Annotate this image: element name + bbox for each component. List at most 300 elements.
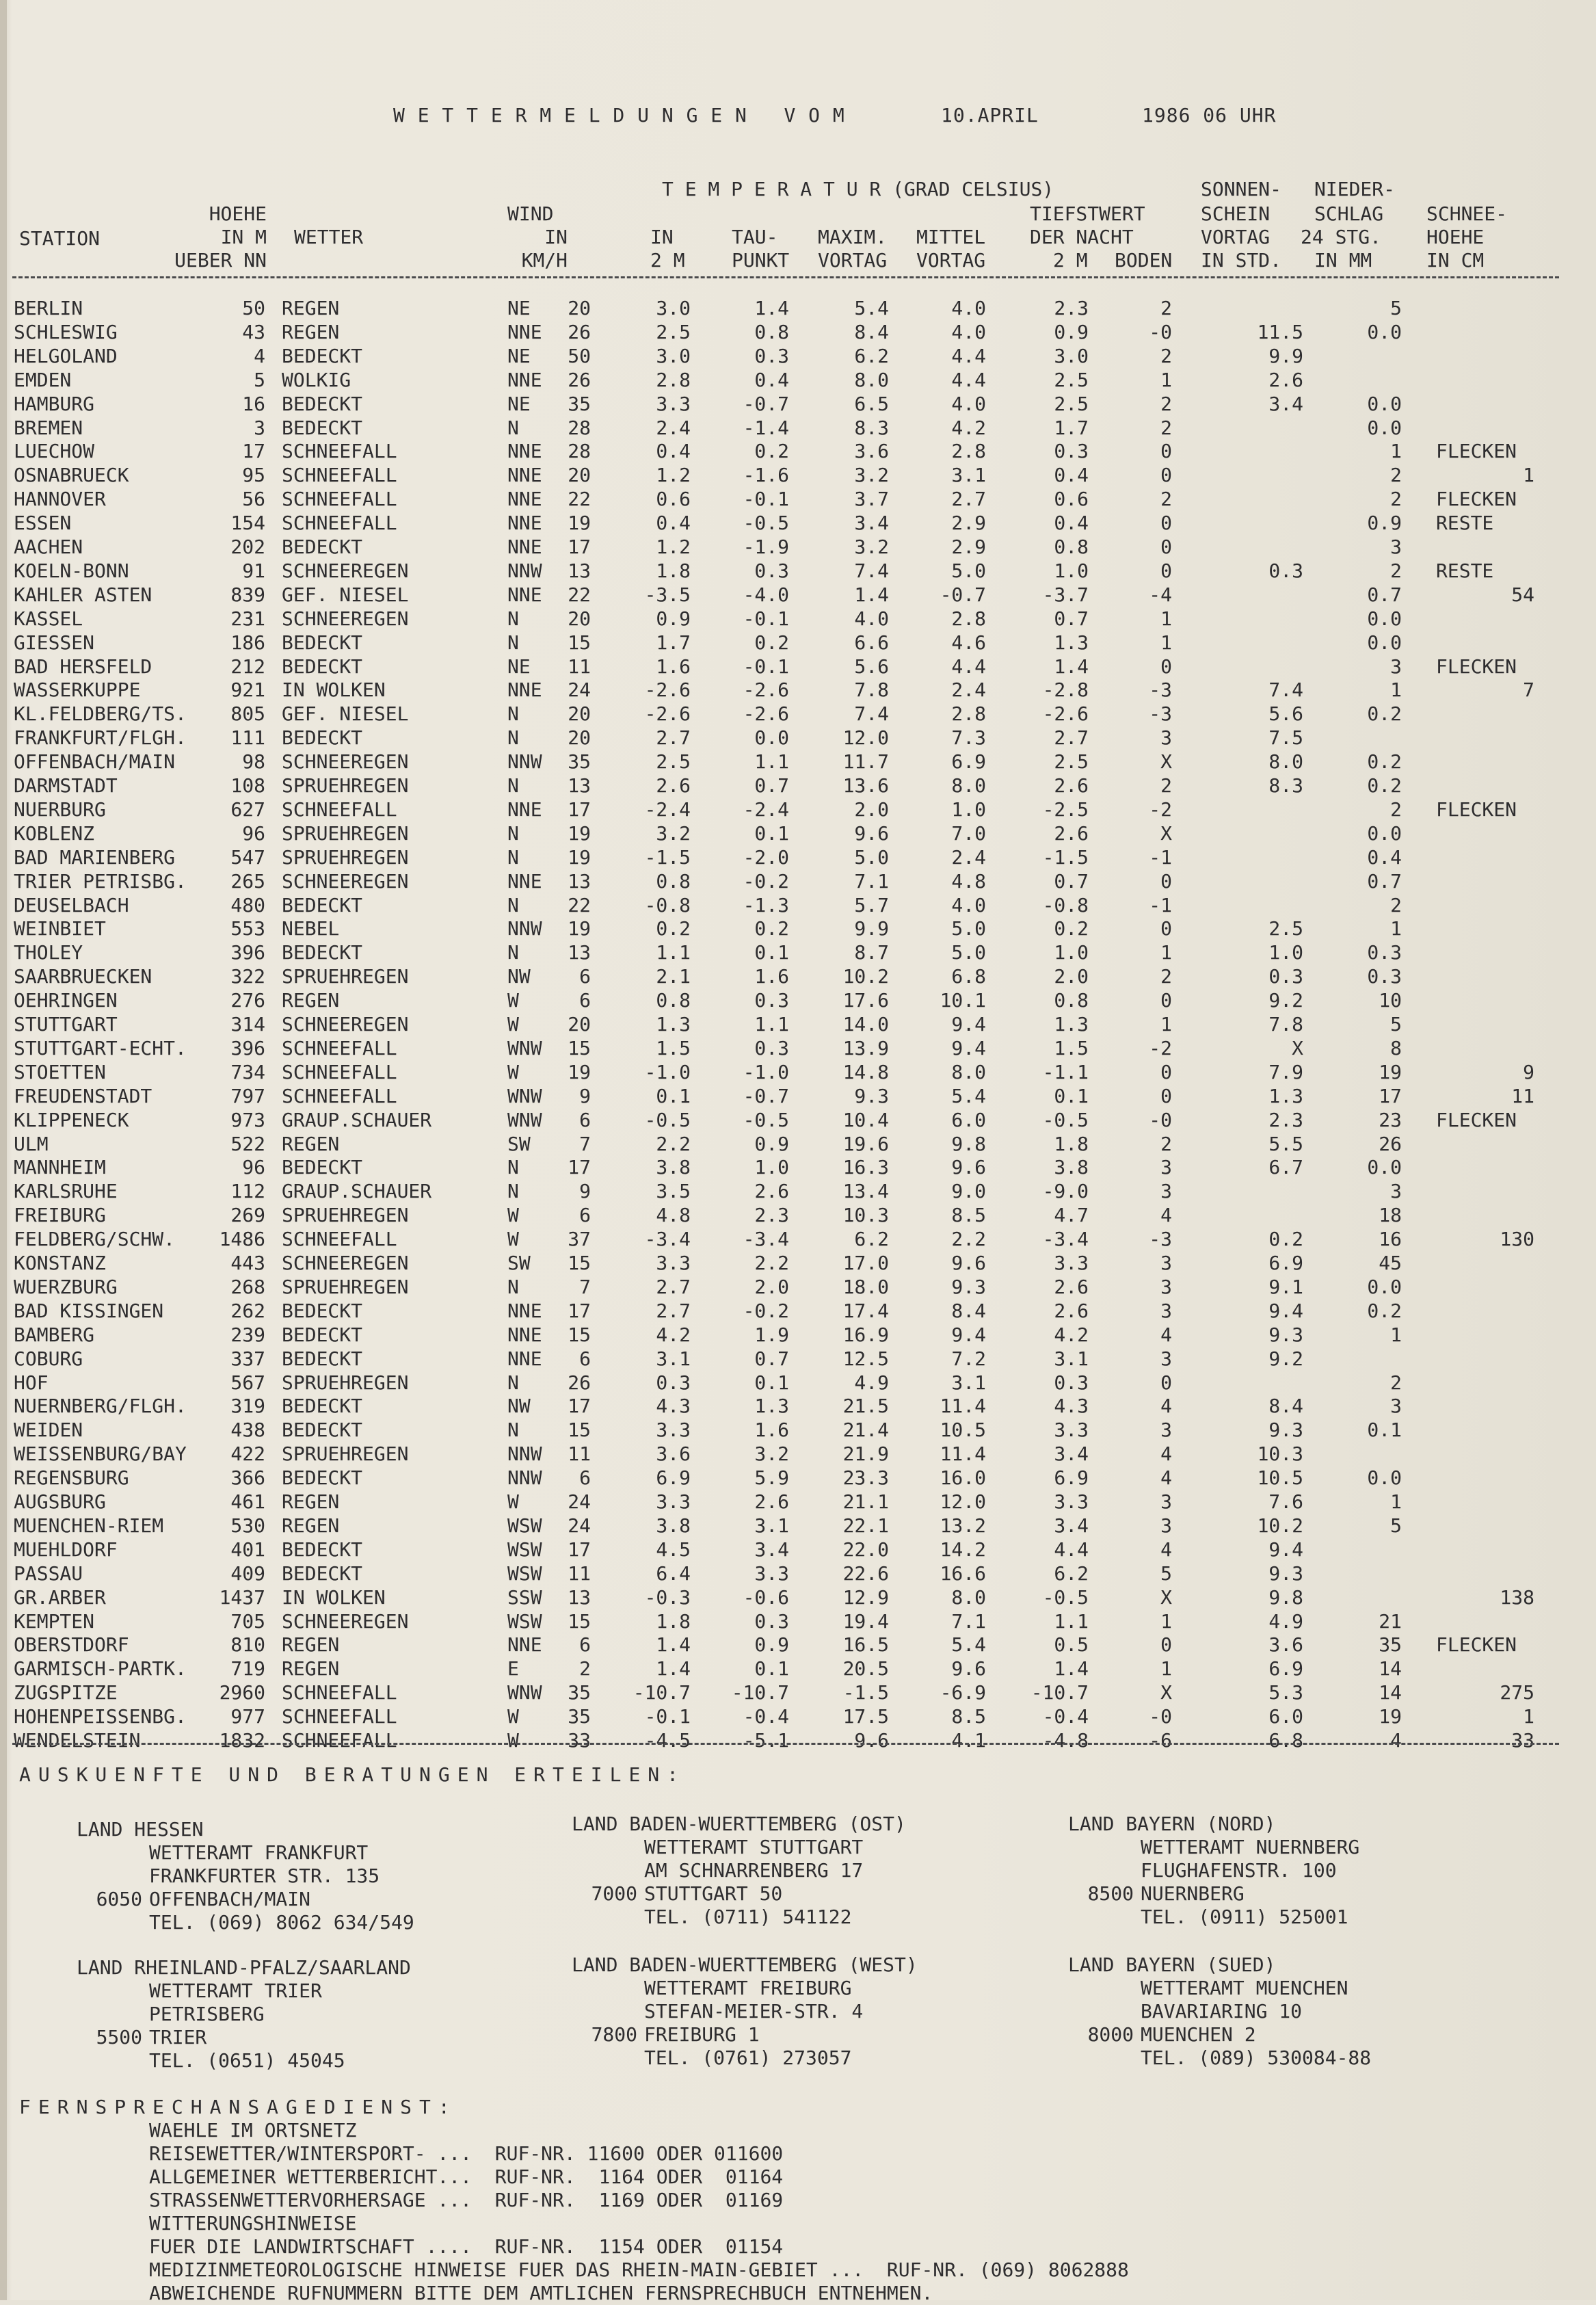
- cell-tief-boden: -4: [1149, 583, 1172, 606]
- fernsprech-line: ABWEICHENDE RUFNUMMERN BITTE DEM AMTLICHEN FERNSPRECHBUCH ENTNEHMEN.: [149, 2282, 933, 2304]
- cell-sonne: 8.4: [1268, 1395, 1303, 1418]
- cell-tief-2m: 1.4: [1054, 655, 1089, 678]
- cell-wetter: SPRUEHREGEN: [282, 1443, 409, 1466]
- cell-max: 7.1: [854, 869, 889, 893]
- cell-station: OBERSTDORF: [14, 1633, 129, 1657]
- cell-t-2m: 3.3: [656, 1490, 691, 1513]
- cell-wind-dir: NE: [507, 655, 531, 678]
- cell-hoehe: 112: [230, 1180, 265, 1203]
- cell-hoehe: 1486: [219, 1228, 265, 1251]
- cell-tief-2m: 1.7: [1054, 416, 1089, 439]
- address-land: LAND BAYERN (NORD): [1068, 1813, 1276, 1835]
- cell-taupunkt: -0.5: [743, 1108, 789, 1131]
- cell-nieder: 0.0: [1367, 416, 1402, 439]
- address-land: LAND RHEINLAND-PFALZ/SAARLAND: [77, 1956, 411, 1979]
- cell-t-2m: -4.5: [644, 1729, 691, 1752]
- cell-taupunkt: 0.3: [754, 989, 789, 1012]
- cell-tief-2m: 0.4: [1054, 512, 1089, 535]
- header-sonne-2: SCHEIN: [1201, 202, 1271, 225]
- cell-nieder: 0.0: [1367, 320, 1402, 343]
- cell-wind-dir: NE: [507, 297, 531, 319]
- address-zip: 8000: [1087, 2023, 1134, 2046]
- cell-sonne: 3.6: [1268, 1633, 1303, 1657]
- cell-wind-speed: 20: [568, 726, 591, 750]
- cell-station: PASSAU: [14, 1562, 83, 1585]
- cell-taupunkt: 2.3: [754, 1204, 789, 1227]
- cell-wetter: BEDECKT: [282, 1156, 363, 1179]
- cell-hoehe: 461: [230, 1490, 265, 1513]
- cell-wetter: SCHNEEFALL: [282, 1084, 397, 1107]
- header-schnee-3: IN CM: [1426, 249, 1485, 272]
- cell-tief-boden: 3: [1160, 1156, 1172, 1179]
- cell-taupunkt: 0.1: [754, 941, 789, 964]
- cell-nieder: 26: [1379, 1132, 1402, 1155]
- table-row: [0, 345, 1596, 368]
- header-taupunkt-2: PUNKT: [732, 249, 790, 272]
- cell-mittel: 8.5: [951, 1705, 986, 1728]
- cell-wind-dir: NNE: [507, 536, 542, 558]
- cell-wind-dir: WSW: [507, 1514, 542, 1537]
- cell-wind-speed: 17: [568, 1156, 591, 1179]
- auskuenfte-title: AUSKUENFTE UND BERATUNGEN ERTEILEN:: [19, 1763, 687, 1786]
- cell-station: GR.ARBER: [14, 1585, 106, 1609]
- cell-t-2m: 1.1: [656, 941, 691, 964]
- cell-wetter: SPRUEHREGEN: [282, 1371, 409, 1394]
- cell-wind-dir: NNW: [507, 1443, 542, 1466]
- cell-max: 13.9: [842, 1036, 889, 1059]
- table-row: [0, 1085, 1596, 1108]
- address-line: OFFENBACH/MAIN: [149, 1888, 311, 1910]
- header-nieder-4: IN MM: [1314, 249, 1372, 272]
- cell-hoehe: 314: [230, 1013, 265, 1036]
- cell-max: 20.5: [842, 1657, 889, 1681]
- header-taupunkt-1: TAU-: [732, 226, 778, 248]
- cell-station: WEISSENBURG/BAY: [14, 1443, 187, 1466]
- cell-wetter: SCHNEEFALL: [282, 440, 397, 463]
- cell-t-2m: -0.5: [644, 1108, 691, 1131]
- cell-tief-boden: 4: [1160, 1538, 1172, 1561]
- cell-schnee: FLECKEN: [1436, 655, 1517, 678]
- header-wetter: WETTER: [294, 226, 364, 248]
- address-line: WETTERAMT MUENCHEN: [1141, 1977, 1348, 1999]
- cell-tief-2m: 2.0: [1054, 965, 1089, 988]
- table-row: [0, 1323, 1596, 1347]
- table-row: [0, 1729, 1596, 1752]
- cell-wetter: GEF. NIESEL: [282, 583, 409, 606]
- table-row: [0, 894, 1596, 917]
- address-land: LAND BAYERN (SUED): [1068, 1953, 1276, 1976]
- cell-sonne: 9.2: [1268, 1347, 1303, 1370]
- cell-hoehe: 269: [230, 1204, 265, 1227]
- cell-hoehe: 319: [230, 1395, 265, 1418]
- fernsprech-title: FERNSPRECHANSAGEDIENST:: [19, 2096, 457, 2118]
- cell-schnee: 9: [1523, 1060, 1534, 1083]
- cell-station: KL.FELDBERG/TS.: [14, 702, 187, 726]
- address-line: TEL. (089) 530084-88: [1141, 2046, 1372, 2069]
- cell-t-2m: 1.3: [656, 1013, 691, 1036]
- cell-wetter: BEDECKT: [282, 1323, 363, 1346]
- cell-taupunkt: 1.0: [754, 1156, 789, 1179]
- cell-t-2m: 0.1: [656, 1084, 691, 1107]
- cell-wind-speed: 2: [579, 1657, 591, 1681]
- cell-wind-dir: W: [507, 1490, 519, 1513]
- cell-mittel: 7.2: [951, 1347, 986, 1370]
- cell-wind-dir: WNW: [507, 1681, 542, 1704]
- cell-taupunkt: 0.2: [754, 917, 789, 940]
- cell-station: NUERNBERG/FLGH.: [14, 1395, 187, 1418]
- cell-wind-speed: 15: [568, 1419, 591, 1442]
- cell-wind-speed: 19: [568, 821, 591, 845]
- cell-taupunkt: -2.0: [743, 845, 789, 869]
- cell-wetter: GRAUP.SCHAUER: [282, 1180, 432, 1203]
- cell-t-2m: 4.3: [656, 1395, 691, 1418]
- header-tief-boden: BODEN: [1115, 249, 1173, 272]
- cell-tief-boden: 0: [1160, 869, 1172, 893]
- table-row: [0, 1562, 1596, 1585]
- table-row: [0, 726, 1596, 750]
- cell-schnee: RESTE: [1436, 559, 1494, 582]
- cell-hoehe: 212: [230, 655, 265, 678]
- table-end-rule: [12, 1743, 1559, 1745]
- cell-nieder: 17: [1379, 1084, 1402, 1107]
- cell-tief-boden: -3: [1149, 679, 1172, 702]
- cell-wind-dir: W: [507, 1060, 519, 1083]
- cell-nieder: 3: [1390, 1180, 1402, 1203]
- cell-wind-dir: N: [507, 631, 519, 654]
- cell-wetter: SCHNEEFALL: [282, 512, 397, 535]
- cell-mittel: 9.4: [951, 1323, 986, 1346]
- cell-max: 3.4: [854, 512, 889, 535]
- cell-taupunkt: 0.1: [754, 821, 789, 845]
- cell-max: 4.9: [854, 1371, 889, 1394]
- cell-t-2m: -0.1: [644, 1705, 691, 1728]
- header-in2m-1: IN: [650, 226, 674, 248]
- table-row: [0, 321, 1596, 344]
- cell-max: 21.1: [842, 1490, 889, 1513]
- table-row: [0, 1490, 1596, 1514]
- cell-sonne: 11.5: [1257, 320, 1303, 343]
- cell-t-2m: 2.7: [656, 1299, 691, 1322]
- cell-nieder: 0.0: [1367, 1466, 1402, 1490]
- cell-station: WEINBIET: [14, 917, 106, 940]
- cell-hoehe: 337: [230, 1347, 265, 1370]
- cell-wetter: SCHNEEFALL: [282, 1681, 397, 1704]
- cell-tief-2m: 0.3: [1054, 440, 1089, 463]
- cell-wind-speed: 17: [568, 1538, 591, 1561]
- cell-t-2m: 1.8: [656, 1609, 691, 1633]
- cell-mittel: 2.8: [951, 440, 986, 463]
- cell-nieder: 45: [1379, 1252, 1402, 1274]
- cell-wind-dir: N: [507, 893, 519, 917]
- cell-wind-speed: 6: [579, 1347, 591, 1370]
- cell-taupunkt: -0.2: [743, 869, 789, 893]
- cell-wetter: SCHNEEREGEN: [282, 869, 409, 893]
- cell-wind-dir: NNE: [507, 368, 542, 391]
- cell-wind-speed: 9: [579, 1084, 591, 1107]
- cell-station: WENDELSTEIN: [14, 1729, 141, 1752]
- cell-wind-speed: 35: [568, 1681, 591, 1704]
- cell-max: 8.0: [854, 368, 889, 391]
- cell-schnee: 1: [1523, 464, 1534, 487]
- cell-taupunkt: -2.6: [743, 702, 789, 726]
- cell-max: 16.9: [842, 1323, 889, 1346]
- cell-wind-speed: 22: [568, 893, 591, 917]
- cell-nieder: 1: [1390, 1490, 1402, 1513]
- cell-mittel: 5.0: [951, 559, 986, 582]
- cell-wetter: GEF. NIESEL: [282, 702, 409, 726]
- cell-sonne: 9.4: [1268, 1299, 1303, 1322]
- cell-sonne: 10.3: [1257, 1443, 1303, 1466]
- cell-wind-dir: NNE: [507, 512, 542, 535]
- cell-wind-dir: E: [507, 1657, 519, 1681]
- address-line: FRANKFURTER STR. 135: [149, 1865, 380, 1887]
- cell-max: 4.0: [854, 607, 889, 630]
- cell-mittel: 7.3: [951, 726, 986, 750]
- cell-tief-boden: 4: [1160, 1204, 1172, 1227]
- cell-max: 8.7: [854, 941, 889, 964]
- cell-wetter: SCHNEEFALL: [282, 464, 397, 487]
- table-row: [0, 583, 1596, 607]
- cell-hoehe: 480: [230, 893, 265, 917]
- cell-station: HELGOLAND: [14, 344, 118, 367]
- cell-nieder: 0.0: [1367, 1275, 1402, 1298]
- cell-mittel: 4.0: [951, 297, 986, 319]
- cell-hoehe: 567: [230, 1371, 265, 1394]
- address-line: TEL. (0711) 541122: [644, 1906, 852, 1928]
- cell-max: 17.6: [842, 989, 889, 1012]
- cell-tief-2m: 0.5: [1054, 1633, 1089, 1657]
- cell-t-2m: 0.4: [656, 440, 691, 463]
- cell-nieder: 5: [1390, 297, 1402, 319]
- cell-nieder: 21: [1379, 1609, 1402, 1633]
- table-row: [0, 417, 1596, 440]
- cell-taupunkt: -4.0: [743, 583, 789, 606]
- cell-wetter: BEDECKT: [282, 536, 363, 558]
- cell-tief-boden: 0: [1160, 536, 1172, 558]
- cell-taupunkt: -3.4: [743, 1228, 789, 1251]
- cell-taupunkt: 0.0: [754, 726, 789, 750]
- cell-sonne: 6.9: [1268, 1252, 1303, 1274]
- address-line: FREIBURG 1: [644, 2023, 760, 2046]
- cell-hoehe: 239: [230, 1323, 265, 1346]
- cell-wind-speed: 11: [568, 655, 591, 678]
- table-row: [0, 965, 1596, 988]
- cell-sonne: 6.7: [1268, 1156, 1303, 1179]
- cell-wetter: BEDECKT: [282, 1395, 363, 1418]
- cell-t-2m: -3.4: [644, 1228, 691, 1251]
- cell-station: SAARBRUECKEN: [14, 965, 152, 988]
- cell-nieder: 2: [1390, 559, 1402, 582]
- cell-wetter: REGEN: [282, 1514, 340, 1537]
- cell-station: ULM: [14, 1132, 49, 1155]
- cell-wetter: SCHNEEREGEN: [282, 607, 409, 630]
- cell-tief-boden: 0: [1160, 917, 1172, 940]
- cell-hoehe: 627: [230, 798, 265, 821]
- table-row: [0, 1443, 1596, 1466]
- cell-mittel: 4.1: [951, 1729, 986, 1752]
- cell-hoehe: 422: [230, 1443, 265, 1466]
- cell-wetter: IN WOLKEN: [282, 1585, 386, 1609]
- title-date: 10.APRIL: [941, 104, 1039, 127]
- table-row: [0, 1514, 1596, 1538]
- cell-t-2m: 1.6: [656, 655, 691, 678]
- cell-wind-dir: N: [507, 416, 519, 439]
- header-wind-3: KM/H: [521, 249, 568, 272]
- address-zip: 7000: [591, 1882, 637, 1905]
- cell-mittel: 4.4: [951, 368, 986, 391]
- cell-wetter: REGEN: [282, 320, 340, 343]
- cell-nieder: 5: [1390, 1514, 1402, 1537]
- cell-wind-speed: 28: [568, 440, 591, 463]
- cell-tief-boden: 1: [1160, 1013, 1172, 1036]
- cell-taupunkt: 0.1: [754, 1371, 789, 1394]
- cell-tief-2m: 1.4: [1054, 1657, 1089, 1681]
- cell-tief-boden: 4: [1160, 1443, 1172, 1466]
- cell-sonne: 9.3: [1268, 1419, 1303, 1442]
- cell-nieder: 3: [1390, 655, 1402, 678]
- cell-max: 3.7: [854, 488, 889, 511]
- table-row: [0, 1538, 1596, 1562]
- cell-hoehe: 553: [230, 917, 265, 940]
- cell-wind-speed: 19: [568, 845, 591, 869]
- cell-tief-2m: -0.4: [1042, 1705, 1089, 1728]
- cell-wind-speed: 15: [568, 1609, 591, 1633]
- cell-wind-speed: 6: [579, 1108, 591, 1131]
- cell-wind-dir: W: [507, 1705, 519, 1728]
- cell-taupunkt: -1.9: [743, 536, 789, 558]
- cell-tief-boden: 1: [1160, 368, 1172, 391]
- header-wind-1: WIND: [507, 202, 554, 225]
- cell-mittel: 5.4: [951, 1633, 986, 1657]
- cell-hoehe: 839: [230, 583, 265, 606]
- cell-t-2m: 6.4: [656, 1562, 691, 1585]
- cell-max: 12.0: [842, 726, 889, 750]
- cell-wind-dir: NNE: [507, 1323, 542, 1346]
- cell-max: 6.6: [854, 631, 889, 654]
- cell-t-2m: 4.8: [656, 1204, 691, 1227]
- cell-station: GARMISCH-PARTK.: [14, 1657, 187, 1681]
- cell-tief-boden: -1: [1149, 845, 1172, 869]
- cell-wind-dir: WNW: [507, 1084, 542, 1107]
- cell-wind-speed: 28: [568, 416, 591, 439]
- cell-sonne: 3.4: [1268, 392, 1303, 415]
- cell-taupunkt: -5.1: [743, 1729, 789, 1752]
- cell-hoehe: 95: [242, 464, 265, 487]
- cell-sonne: 1.3: [1268, 1084, 1303, 1107]
- cell-nieder: 23: [1379, 1108, 1402, 1131]
- cell-max: 16.3: [842, 1156, 889, 1179]
- table-row: [0, 1705, 1596, 1728]
- cell-hoehe: 438: [230, 1419, 265, 1442]
- cell-sonne: 5.3: [1268, 1681, 1303, 1704]
- table-row: [0, 941, 1596, 964]
- cell-wetter: SCHNEEFALL: [282, 1036, 397, 1059]
- cell-tief-boden: 5: [1160, 1562, 1172, 1585]
- cell-tief-boden: 3: [1160, 1490, 1172, 1513]
- cell-sonne: 8.0: [1268, 750, 1303, 774]
- cell-t-2m: 1.4: [656, 1657, 691, 1681]
- cell-hoehe: 16: [242, 392, 265, 415]
- cell-wind-speed: 35: [568, 1705, 591, 1728]
- cell-tief-2m: 2.5: [1054, 368, 1089, 391]
- cell-t-2m: 0.8: [656, 989, 691, 1012]
- cell-taupunkt: 1.6: [754, 1419, 789, 1442]
- cell-wind-dir: WSW: [507, 1538, 542, 1561]
- cell-tief-boden: 3: [1160, 1347, 1172, 1370]
- cell-tief-boden: 3: [1160, 1275, 1172, 1298]
- cell-sonne: 7.8: [1268, 1013, 1303, 1036]
- cell-sonne: 7.4: [1268, 679, 1303, 702]
- cell-schnee: 11: [1511, 1084, 1534, 1107]
- cell-t-2m: -10.7: [633, 1681, 691, 1704]
- cell-max: 6.5: [854, 392, 889, 415]
- fernsprech-line: WAEHLE IM ORTSNETZ: [149, 2119, 357, 2142]
- cell-schnee: 275: [1500, 1681, 1534, 1704]
- cell-hoehe: 268: [230, 1275, 265, 1298]
- cell-tief-2m: 1.8: [1054, 1132, 1089, 1155]
- cell-t-2m: 4.2: [656, 1323, 691, 1346]
- cell-hoehe: 17: [242, 440, 265, 463]
- cell-t-2m: 6.9: [656, 1466, 691, 1490]
- cell-hoehe: 50: [242, 297, 265, 319]
- cell-t-2m: 3.1: [656, 1347, 691, 1370]
- table-row: [0, 607, 1596, 631]
- cell-sonne: 8.3: [1268, 774, 1303, 797]
- cell-wetter: BEDECKT: [282, 1419, 363, 1442]
- cell-hoehe: 202: [230, 536, 265, 558]
- cell-t-2m: 3.2: [656, 821, 691, 845]
- cell-t-2m: 0.4: [656, 512, 691, 535]
- cell-sonne: 10.5: [1257, 1466, 1303, 1490]
- cell-hoehe: 396: [230, 941, 265, 964]
- cell-wetter: SPRUEHREGEN: [282, 1204, 409, 1227]
- address-line: NUERNBERG: [1141, 1882, 1245, 1905]
- cell-station: TRIER PETRISBG.: [14, 869, 187, 893]
- cell-wetter: BEDECKT: [282, 655, 363, 678]
- cell-tief-boden: 2: [1160, 392, 1172, 415]
- cell-nieder: 0.0: [1367, 631, 1402, 654]
- cell-wind-speed: 9: [579, 1180, 591, 1203]
- cell-sonne: 7.5: [1268, 726, 1303, 750]
- address-line: WETTERAMT STUTTGART: [644, 1836, 864, 1858]
- cell-wind-speed: 17: [568, 798, 591, 821]
- cell-nieder: 10: [1379, 989, 1402, 1012]
- cell-wind-dir: NNE: [507, 583, 542, 606]
- cell-tief-boden: 2: [1160, 416, 1172, 439]
- cell-sonne: 9.2: [1268, 989, 1303, 1012]
- address-line: WETTERAMT TRIER: [149, 1979, 322, 2002]
- cell-wetter: GRAUP.SCHAUER: [282, 1108, 432, 1131]
- address-land: LAND BADEN-WUERTTEMBERG (OST): [572, 1813, 906, 1835]
- cell-hoehe: 91: [242, 559, 265, 582]
- cell-tief-2m: 3.3: [1054, 1252, 1089, 1274]
- cell-hoehe: 56: [242, 488, 265, 511]
- cell-station: FREIBURG: [14, 1204, 106, 1227]
- cell-mittel: 16.6: [940, 1562, 986, 1585]
- cell-hoehe: 108: [230, 774, 265, 797]
- cell-taupunkt: 0.3: [754, 344, 789, 367]
- cell-station: COBURG: [14, 1347, 83, 1370]
- cell-wind-dir: WSW: [507, 1562, 542, 1585]
- cell-hoehe: 401: [230, 1538, 265, 1561]
- cell-wetter: REGEN: [282, 1633, 340, 1657]
- cell-tief-2m: -2.8: [1042, 679, 1089, 702]
- cell-tief-boden: 0: [1160, 655, 1172, 678]
- cell-tief-2m: 6.2: [1054, 1562, 1089, 1585]
- title-year-time: 1986 06 UHR: [1142, 104, 1277, 127]
- cell-tief-2m: 1.0: [1054, 941, 1089, 964]
- cell-taupunkt: -1.3: [743, 893, 789, 917]
